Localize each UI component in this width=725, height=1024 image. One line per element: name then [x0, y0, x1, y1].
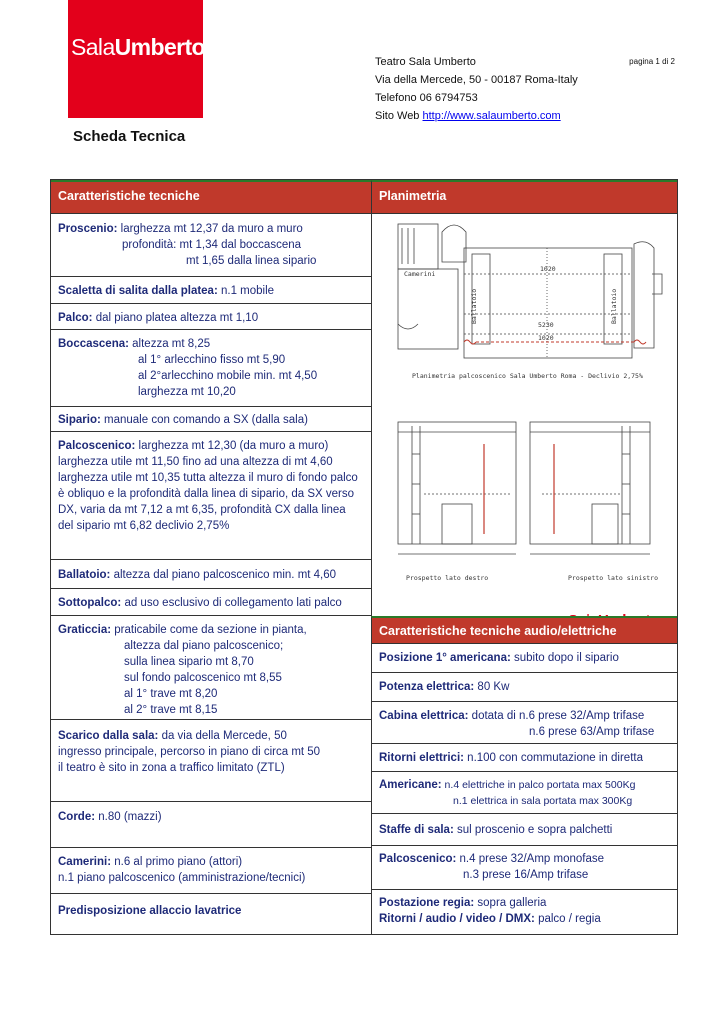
boccascena-l3: al 2°arlecchino mobile min. mt 4,50 [138, 370, 318, 382]
palcoscenico-label: Palcoscenico: [58, 440, 136, 452]
corde-cell [51, 802, 371, 848]
contact-header [375, 53, 675, 125]
brand-logo [68, 0, 206, 118]
proscenio-label: Proscenio: [58, 223, 118, 235]
graticcia-label: Graticcia: [58, 624, 112, 636]
plan-caption-dx: Prospetto lato destro [406, 574, 489, 582]
camerini-cell [51, 848, 371, 894]
boccascena-l2: al 1° arlecchino fisso mt 5,90 [138, 354, 286, 366]
address: Via della Mercede, 50 - 00187 Roma-Italy [375, 74, 578, 86]
corde-label: Corde: [58, 811, 96, 823]
regia-label1: Postazione regia: [379, 897, 475, 909]
graticcia-l3: sulla linea sipario mt 8,70 [124, 656, 254, 668]
plan-dim-5230: 5230 [538, 321, 554, 329]
americane-label: Americane: [379, 779, 442, 791]
graticcia-l2: altezza dal piano palcoscenico; [124, 640, 284, 652]
scarico-label: Scarico dalla sala: [58, 730, 159, 742]
phone: Telefono 06 6794753 [375, 92, 478, 104]
graticcia-l4: sul fondo palcoscenico mt 8,55 [124, 672, 282, 684]
regia-text1: sopra galleria [474, 897, 547, 909]
audio-header: Caratteristiche tecniche audio/elettriche [371, 616, 677, 644]
theatre-name: Teatro Sala Umberto [375, 56, 476, 68]
graticcia-cell [51, 616, 371, 720]
lavatrice-cell [51, 894, 371, 934]
americane-l1: n.4 elettriche in palco portata max 500Kg [441, 779, 636, 791]
sottopalco-label: Sottopalco: [58, 597, 122, 609]
graticcia-l1: praticabile come da sezione in pianta, [111, 624, 307, 636]
scarico-cell [51, 720, 371, 802]
scarico-l3: il teatro è sito in zona a traffico limitato (ZTL) [58, 762, 285, 774]
corde-text: n.80 (mazzi) [95, 811, 162, 823]
ballatoio-cell [51, 560, 371, 589]
potenza-cell [371, 673, 677, 702]
proscenio-l1: larghezza mt 12,37 da muro a muro [117, 223, 303, 235]
boccascena-l4: larghezza mt 10,20 [138, 386, 236, 398]
staffe-text: sul proscenio e sopra palchetti [453, 824, 613, 836]
ritorni-cell [371, 744, 677, 772]
scaletta-label: Scaletta di salita dalla platea: [58, 285, 218, 297]
page-title: Scheda Tecnica [73, 128, 186, 145]
sottopalco-cell [51, 589, 371, 616]
plan-dim-1020b: 1020 [538, 334, 554, 342]
logo-part1: Sala [71, 34, 115, 60]
plan-label-camerini: Camerini [404, 270, 436, 278]
palco-label: Palco: [58, 312, 93, 324]
palco-cell [51, 304, 371, 330]
palcoscenico-el-cell [371, 846, 677, 890]
cabina-cell [371, 702, 677, 744]
plan-label-ballatoio-left: Ballatoio [470, 288, 478, 324]
graticcia-l6: al 2° trave mt 8,15 [124, 704, 218, 716]
palcoscenico-cell [51, 432, 371, 560]
boccascena-l1: altezza mt 8,25 [128, 338, 211, 350]
web-label: Sito Web [375, 110, 423, 122]
ritorni-text: n.100 con commutazione in diretta [463, 752, 643, 764]
lavatrice-label: Predisposizione allaccio lavatrice [58, 905, 242, 917]
plan-label-ballatoio-right: Ballatoio [610, 288, 618, 324]
proscenio-l2: profondità: mt 1,34 dal boccascena [122, 239, 302, 251]
americane-l2: n.1 elettrica in sala portata max 300Kg [453, 795, 633, 807]
americana-text: subito dopo il sipario [510, 652, 619, 664]
palcoscenico-el-l2: n.3 prese 16/Amp trifase [463, 869, 589, 881]
plan-dim-1020: 1020 [540, 265, 556, 273]
cabina-l1: dotata di n.6 prese 32/Amp trifase [468, 710, 645, 722]
page-number: pagina 1 di 2 [629, 57, 675, 66]
palcoscenico-text: larghezza mt 12,30 (da muro a muro) larghezza utile mt 11,50 fino ad una altezza di mt 4,60 larghezza utile mt 10,35 tutta altezza il muro di fondo palco è obliquo e la profondità dalla linea di sipario, da SX verso DX, varia da mt 7,12 a mt 6,35, profondità CX dalla linea del sipario mt 6,82 declivio 2,75% [58, 440, 358, 532]
floor-plan-drawing [372, 214, 678, 616]
scarico-l2: ingresso principale, percorso in piano di circa mt 50 [58, 746, 321, 758]
camerini-label: Camerini: [58, 856, 112, 868]
plan-caption-sx: Prospetto lato sinistro [568, 574, 659, 582]
left-header: Caratteristiche tecniche [51, 180, 371, 214]
staffe-cell [371, 814, 677, 846]
palcoscenico-el-label: Palcoscenico: [379, 853, 457, 865]
sipario-label: Sipario: [58, 414, 101, 426]
staffe-label: Staffe di sala: [379, 824, 454, 836]
palcoscenico-el-l1: n.4 prese 32/Amp monofase [456, 853, 605, 865]
graticcia-l5: al 1° trave mt 8,20 [124, 688, 218, 700]
ballatoio-text: altezza dal piano palcoscenico min. mt 4,60 [110, 569, 337, 581]
boccascena-label: Boccascena: [58, 338, 129, 350]
regia-cell [371, 890, 677, 934]
regia-text2: palco / regia [534, 913, 601, 925]
ritorni-label: Ritorni elettrici: [379, 752, 464, 764]
cabina-l2: n.6 prese 63/Amp trifase [529, 726, 655, 738]
camerini-l2: n.1 piano palcoscenico (amministrazione/tecnici) [58, 872, 306, 884]
website-link[interactable]: http://www.salaumberto.com [422, 110, 561, 122]
scarico-l1: da via della Mercede, 50 [158, 730, 287, 742]
sipario-cell [51, 407, 371, 432]
potenza-text: 80 Kw [474, 681, 510, 693]
regia-label2: Ritorni / audio / video / DMX: [379, 913, 535, 925]
plan-caption: Planimetria palcoscenico Sala Umberto Roma - Declivio 2,75% [412, 372, 643, 380]
sottopalco-text: ad uso esclusivo di collegamento lati palco [121, 597, 342, 609]
tech-sheet-table [50, 179, 678, 935]
cabina-label: Cabina elettrica: [379, 710, 469, 722]
proscenio-cell [51, 214, 371, 277]
americana-cell [371, 644, 677, 673]
scaletta-text: n.1 mobile [217, 285, 275, 297]
scaletta-cell [51, 277, 371, 304]
americana-label: Posizione 1° americana: [379, 652, 511, 664]
potenza-label: Potenza elettrica: [379, 681, 475, 693]
boccascena-cell [51, 330, 371, 407]
americane-cell [371, 772, 677, 814]
logo-part2: Umberto [114, 34, 206, 60]
website-row [375, 107, 675, 125]
floor-plan-area [371, 214, 678, 616]
proscenio-l3: mt 1,65 dalla linea sipario [186, 255, 317, 267]
ballatoio-label: Ballatoio: [58, 569, 111, 581]
right-header: Planimetria [371, 180, 677, 214]
camerini-l1: n.6 al primo piano (attori) [111, 856, 243, 868]
sipario-text: manuale con comando a SX (dalla sala) [100, 414, 308, 426]
palco-text: dal piano platea altezza mt 1,10 [92, 312, 259, 324]
